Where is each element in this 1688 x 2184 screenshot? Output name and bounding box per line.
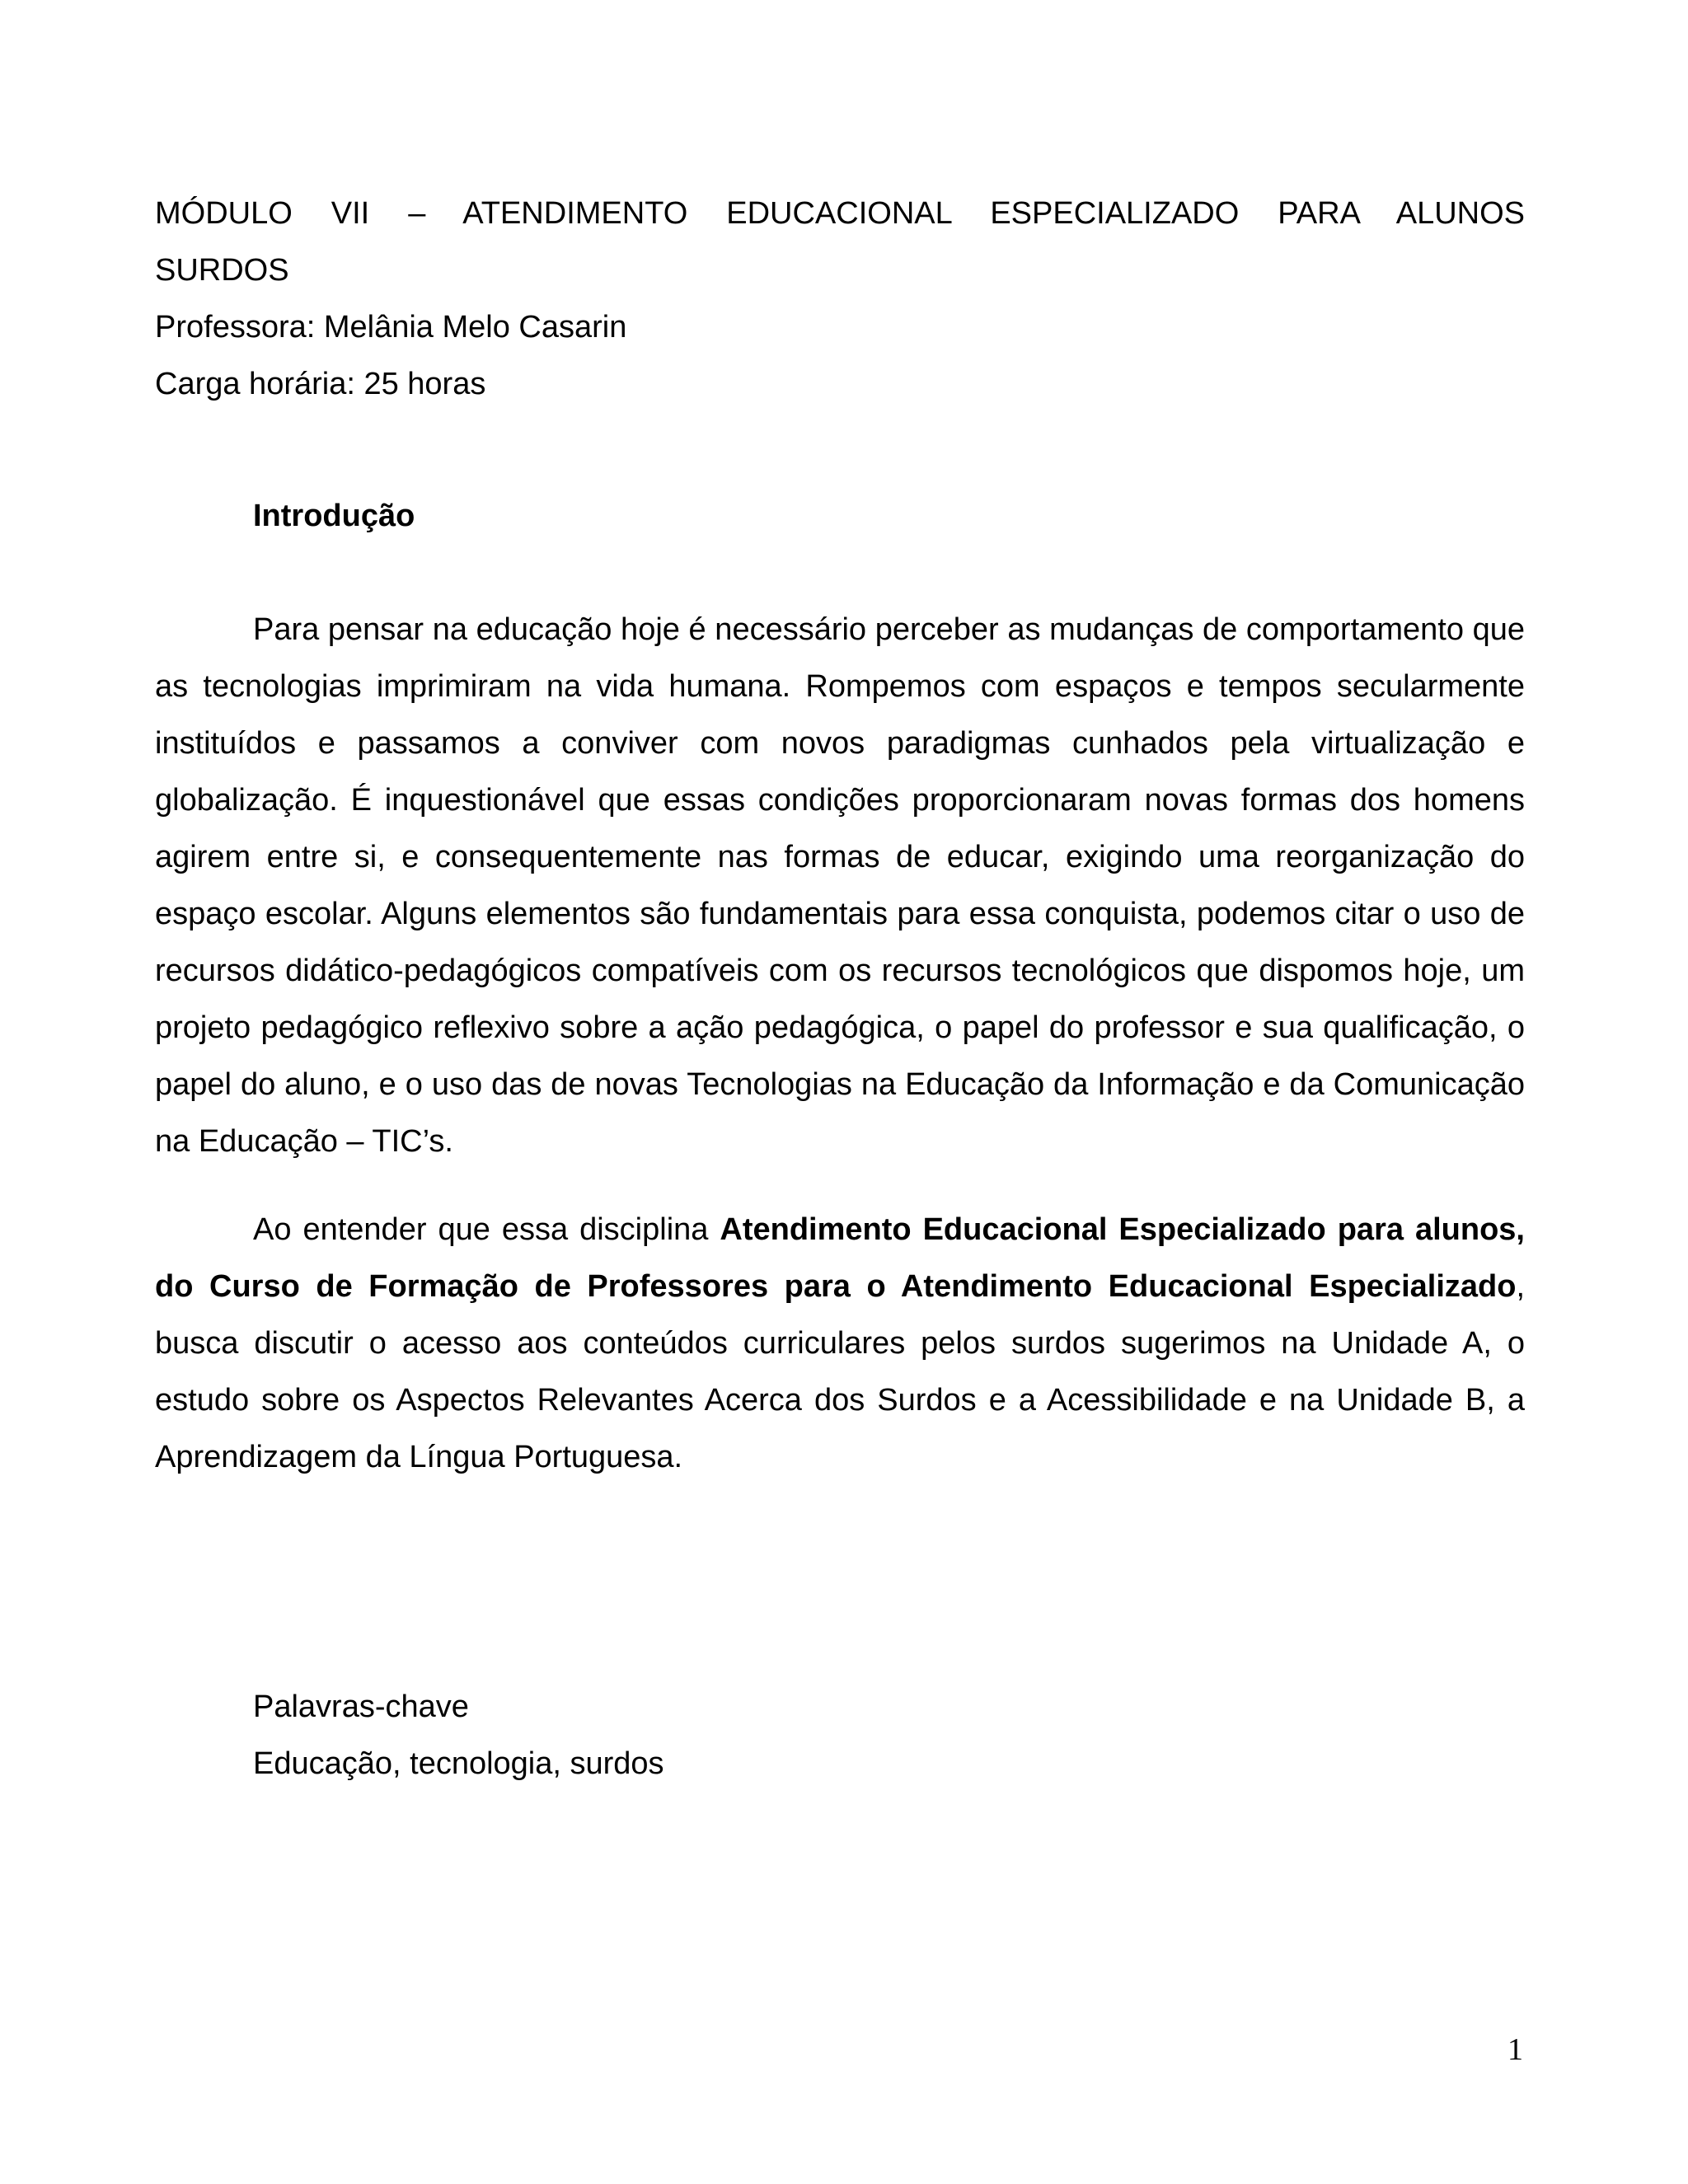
keywords-label: Palavras-chave <box>253 1690 469 1724</box>
module-title-line-1: MÓDULO VII – ATENDIMENTO EDUCACIONAL ESPECIALIZADO PARA ALUNOS <box>155 196 1525 231</box>
section-title: Introdução <box>253 499 415 533</box>
paragraph-2-end: , busca discutir o acesso aos conteúdos curriculares pelos surdos sugerimos na Unidade A, o estudo sobre os Aspectos Relevantes Acerca dos Surdos e a Acessibilidade e na Unidade B, a Aprendizagem da Língua Portuguesa. <box>155 1269 1525 1474</box>
module-header <box>155 185 1525 413</box>
intro-paragraph-2 <box>155 1202 1525 1486</box>
module-title-line-2: SURDOS <box>155 253 289 288</box>
page-number: 1 <box>1507 2032 1523 2067</box>
keywords-block <box>253 1679 664 1793</box>
teacher-name: Professora: Melânia Melo Casarin <box>155 310 627 344</box>
document-body <box>155 185 1525 1517</box>
paragraph-2-start: Ao entender que essa disciplina <box>253 1212 720 1247</box>
intro-paragraph-1: Para pensar na educação hoje é necessário perceber as mudanças de comportamento que as tecnologias imprimiram na vida humana. Rompemos com espaços e tempos secularmente instituídos e passamos a conviver com novos paradigmas cunhados pela virtualização e globalização. É inquestionável que essas condições proporcionaram novas formas dos homens agirem entre si, e consequentemente nas formas de educar, exigindo uma reorganização do espaço escolar. Alguns elementos são fundamentais para essa conquista, podemos citar o uso de recursos didático-pedagógicos compatíveis com os recursos tecnológicos que dispomos hoje, um projeto pedagógico reflexivo sobre a ação pedagógica, o papel do professor e sua qualificação, o papel do aluno, e o uso das de novas Tecnologias na Educação da Informação e da Comunicação na Educação – TIC’s. <box>155 612 1525 1159</box>
keywords-list: Educação, tecnologia, surdos <box>253 1746 664 1781</box>
workload: Carga horária: 25 horas <box>155 367 486 401</box>
course-name-bold: Atendimento Educacional Especializado para alunos, do Curso de Formação de Professores para o Atendimento Educacional Especializado <box>155 1212 1525 1304</box>
